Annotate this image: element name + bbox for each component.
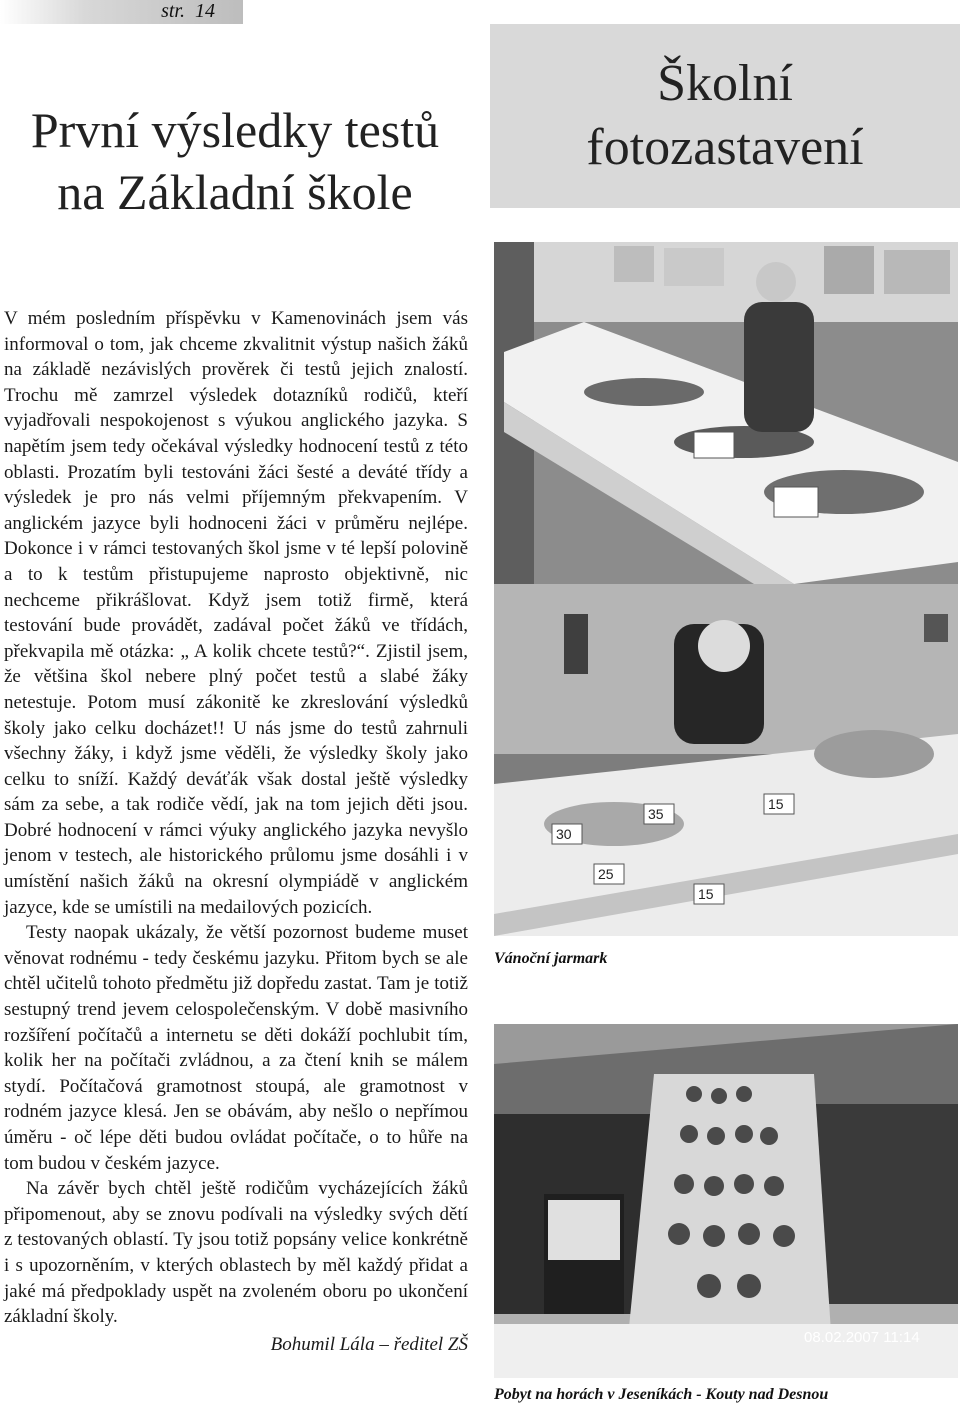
article-title-box	[0, 48, 470, 274]
photo-mountains-group	[494, 1024, 958, 1378]
price-tag: 15	[698, 886, 714, 902]
page-number: str. 14	[161, 0, 215, 22]
photo-christmas-market-2-image	[494, 584, 958, 936]
article-title: První výsledky testů na Základní škole	[30, 102, 440, 220]
article-paragraph-2: Testy naopak ukázaly, že větší pozornost budeme muset věnovat rodnému - tedy českému jazyku. Přitom bych se ale chtěl učitelů tohoto předmětu již dopředu zastat. Tam je totiž sestupný trend jevem celospolečenským. V době masivního rozšíření počítačů a internetu se děti dokáží pochlubit tím, kolik her na počítači zvládnou, a za čtení knih se málem stydí. Počítačová gramotnost stoupá, ale gramotnost v rodném jazyce klesá. Jen se obávám, aby nešlo o nepřímou úměru - oč lépe děti budou ovládat počítače, o to hůře na tom budou v českém jazyce.	[4, 922, 468, 1174]
price-tag: 30	[556, 826, 572, 842]
photo-christmas-market-1-image	[494, 242, 958, 584]
article-signature: Bohumil Lála – ředitel ZŠ	[270, 1333, 468, 1355]
caption-mountains: Pobyt na horách v Jeseníkách - Kouty nad Desnou	[494, 1386, 829, 1403]
photo-christmas-market-2	[494, 584, 958, 936]
photo-section-title-box	[490, 24, 960, 208]
article-paragraph-3: Na závěr bych chtěl ještě rodičům vycházejících žáků připomenout, aby se znovu podívali na výsledky svých dětí z testovaných oblastí. Ty jsou totiž popsány velice konkrétně i s upozorněním, v kterých oblastech by měl každý přidat a jaké má předpoklady uspět na zvoleném oboru po ukončení základní školy.	[4, 1178, 468, 1328]
article-paragraph-1: V mém posledním příspěvku v Kamenovinách jsem vás informoval o tom, jak chceme zkvalitnit výstup našich žáků na základě nezávislých prověrek či testů jejich znalostí. Trochu mě zamrzel výsledek dotazníků rodičů, kteří vyjadřovali nespokojenost s výukou anglického jazyka. S napětím jsem tedy očekával výsledky hodnocení testů z této oblasti. Prozatím byli testováni žáci šesté a deváté třídy a výsledek je pro nás velmi příjemným překvapením. V anglickém jazyce byli hodnoceni žáci v průměru nejlépe. Dokonce i v rámci testovaných škol jsme v té lepší polovině a to k testům přistupujeme naprosto objektivně, nic nechceme přikrášlovat. Když jsem totiž firmě, která testování bude provádět, zadával počet žáků ve třídách, překvapila mě otázka: „ A kolik chcete testů?“. Zjistil jsem, že většina škol nebere plný počet testů a slabé žáky netestuje. Potom musí zákonitě ke zkreslování výsledků školy jako celku docházet!! U nás jsme do testů zahrnuli všechny žáky, i když jsme věděli, že výsledky školy jako celku to sníží. Každý deváťák však dostal ještě výsledky sám za sebe, a tak rodiče vědí, jak na tom jejich děti jsou. Dobré hodnocení v rámci výuky anglického jazyka nevyšlo jenom v testech, ale historického průlomu jsme dosáhli i v umístění našich žáků na okresní olympiádě v anglickém jazyce, kde se umístili na medailových pozicích.	[4, 308, 468, 918]
photo-timestamp: 08.02.2007 11:14	[804, 1329, 920, 1346]
price-tag: 25	[598, 866, 614, 882]
photo-section-title: Školní fotozastavení	[586, 55, 864, 176]
price-tag: 15	[768, 796, 784, 812]
page-number-bar	[0, 0, 243, 24]
photo-christmas-market-1	[494, 242, 958, 584]
article-body	[4, 306, 468, 1357]
caption-christmas-market: Vánoční jarmark	[494, 950, 608, 967]
photo-mountains-group-image	[494, 1024, 958, 1378]
price-tag: 35	[648, 806, 664, 822]
